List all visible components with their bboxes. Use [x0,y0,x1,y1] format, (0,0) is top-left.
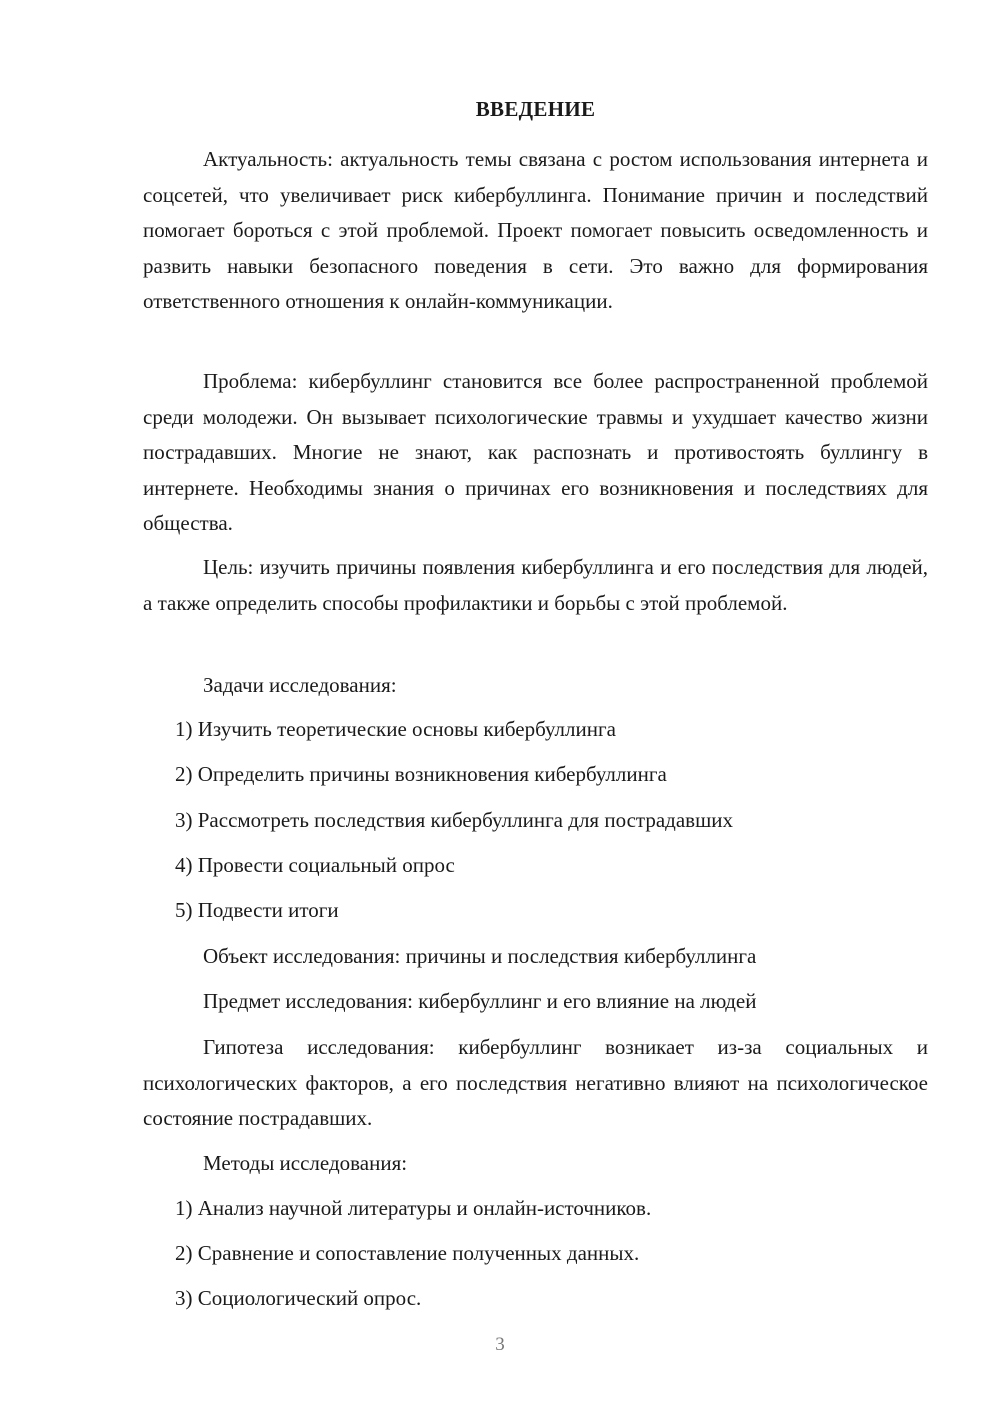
research-object: Объект исследования: причины и последствия кибербуллинга [203,944,757,968]
page-heading: ВВЕДЕНИЕ [475,97,596,121]
task-item: 4) Провести социальный опрос [175,853,455,877]
tasks-title: Задачи исследования: [203,673,397,697]
task-item: 2) Определить причины возникновения кибербуллинга [175,762,667,786]
method-item: 1) Анализ научной литературы и онлайн-источников. [175,1196,652,1220]
research-subject: Предмет исследования: кибербуллинг и его влияние на людей [203,989,757,1013]
hypothesis-paragraph: Гипотеза исследования: кибербуллинг возникает из-за социальных и психологических факторов, а его последствия негативно влияют на психологическое состояние пострадавших. [143,1035,928,1130]
task-item: 5) Подвести итоги [175,898,339,922]
problem-paragraph: Проблема: кибербуллинг становится все более распространенной проблемой среди молодежи. Он вызывает психологические травмы и ухудшает качество жизни пострадавших. Многие не знают, как распознать и противостоять буллингу в интернете. Необходимы знания о причинах его возникновения и последствиях для общества. [143,369,928,535]
method-item: 3) Социологический опрос. [175,1286,422,1310]
goal-paragraph: Цель: изучить причины появления кибербуллинга и его последствия для людей, а также определить способы профилактики и борьбы с этой проблемой. [143,555,928,615]
task-item: 1) Изучить теоретические основы кибербуллинга [175,717,616,741]
method-item: 2) Сравнение и сопоставление полученных данных. [175,1241,640,1265]
task-item: 3) Рассмотреть последствия кибербуллинга для пострадавших [175,808,733,832]
relevance-paragraph: Актуальность: актуальность темы связана с ростом использования интернета и соцсетей, что увеличивает риск кибербуллинга. Понимание причин и последствий помогает бороться с этой проблемой. Проект помогает повысить осведомленность и развить навыки безопасного поведения в сети. Это важно для формирования ответственного отношения к онлайн-коммуникации. [143,147,928,313]
page-number: 3 [495,1334,505,1355]
methods-title: Методы исследования: [203,1151,408,1175]
